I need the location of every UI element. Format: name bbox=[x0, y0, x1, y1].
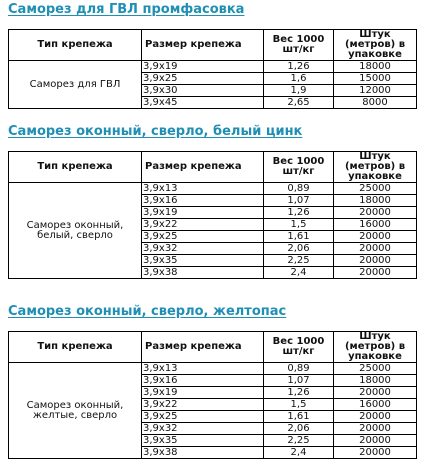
qty-cell: 20000 bbox=[334, 423, 417, 435]
weight-cell: 1,61 bbox=[264, 411, 334, 423]
header-type: Тип крепежа bbox=[9, 30, 142, 61]
qty-cell: 20000 bbox=[334, 447, 417, 459]
qty-cell: 18000 bbox=[334, 195, 417, 207]
weight-cell: 1,61 bbox=[264, 231, 334, 243]
weight-cell: 2,4 bbox=[264, 267, 334, 279]
qty-cell: 8000 bbox=[334, 97, 417, 109]
header-type: Тип крепежа bbox=[9, 152, 142, 183]
weight-cell: 1,5 bbox=[264, 219, 334, 231]
header-size: Размер крепежа bbox=[142, 332, 264, 363]
header-qty: Штук (метров) в упаковке bbox=[334, 30, 417, 61]
size-cell: 3,9х19 bbox=[142, 61, 264, 73]
header-weight: Вес 1000 шт/кг bbox=[264, 332, 334, 363]
table-row bbox=[9, 183, 417, 195]
spec-table bbox=[8, 151, 417, 279]
weight-cell: 2,65 bbox=[264, 97, 334, 109]
weight-cell: 1,5 bbox=[264, 399, 334, 411]
size-cell: 3,9х35 bbox=[142, 255, 264, 267]
table-row bbox=[9, 61, 417, 73]
qty-cell: 12000 bbox=[334, 85, 417, 97]
size-cell: 3,9х45 bbox=[142, 97, 264, 109]
weight-cell: 1,07 bbox=[264, 375, 334, 387]
size-cell: 3,9х35 bbox=[142, 435, 264, 447]
size-cell: 3,9х32 bbox=[142, 423, 264, 435]
qty-cell: 20000 bbox=[334, 231, 417, 243]
weight-cell: 2,4 bbox=[264, 447, 334, 459]
size-cell: 3,9х13 bbox=[142, 363, 264, 375]
qty-cell: 20000 bbox=[334, 255, 417, 267]
qty-cell: 20000 bbox=[334, 411, 417, 423]
weight-cell: 1,07 bbox=[264, 195, 334, 207]
header-qty: Штук (метров) в упаковке bbox=[334, 332, 417, 363]
size-cell: 3,9х25 bbox=[142, 73, 264, 85]
qty-cell: 25000 bbox=[334, 363, 417, 375]
type-cell: Саморез оконный, белый, сверло bbox=[9, 183, 142, 279]
section-white-zinc bbox=[8, 124, 416, 279]
size-cell: 3,9х19 bbox=[142, 387, 264, 399]
size-cell: 3,9х25 bbox=[142, 231, 264, 243]
section-yellow-zinc bbox=[8, 304, 416, 459]
weight-cell: 1,6 bbox=[264, 73, 334, 85]
header-type: Тип крепежа bbox=[9, 332, 142, 363]
qty-cell: 16000 bbox=[334, 399, 417, 411]
type-cell: Саморез оконный, желтые, сверло bbox=[9, 363, 142, 459]
type-cell: Саморез для ГВЛ bbox=[9, 61, 142, 109]
qty-cell: 20000 bbox=[334, 207, 417, 219]
size-cell: 3,9х38 bbox=[142, 447, 264, 459]
header-size: Размер крепежа bbox=[142, 30, 264, 61]
spec-table bbox=[8, 331, 417, 459]
header-weight: Вес 1000 шт/кг bbox=[264, 152, 334, 183]
qty-cell: 15000 bbox=[334, 73, 417, 85]
size-cell: 3,9х32 bbox=[142, 243, 264, 255]
weight-cell: 0,89 bbox=[264, 183, 334, 195]
qty-cell: 25000 bbox=[334, 183, 417, 195]
qty-cell: 20000 bbox=[334, 243, 417, 255]
weight-cell: 2,25 bbox=[264, 435, 334, 447]
size-cell: 3,9х13 bbox=[142, 183, 264, 195]
qty-cell: 18000 bbox=[334, 375, 417, 387]
spec-table bbox=[8, 29, 417, 109]
weight-cell: 0,89 bbox=[264, 363, 334, 375]
table-row bbox=[9, 363, 417, 375]
header-qty: Штук (метров) в упаковке bbox=[334, 152, 417, 183]
table-header-row bbox=[9, 30, 417, 61]
size-cell: 3,9х25 bbox=[142, 411, 264, 423]
size-cell: 3,9х16 bbox=[142, 375, 264, 387]
section-title-link[interactable]: Саморез для ГВЛ промфасовка bbox=[8, 2, 245, 17]
weight-cell: 2,25 bbox=[264, 255, 334, 267]
qty-cell: 20000 bbox=[334, 435, 417, 447]
qty-cell: 20000 bbox=[334, 267, 417, 279]
header-weight: Вес 1000 шт/кг bbox=[264, 30, 334, 61]
size-cell: 3,9х22 bbox=[142, 399, 264, 411]
qty-cell: 16000 bbox=[334, 219, 417, 231]
weight-cell: 1,26 bbox=[264, 387, 334, 399]
table-header-row bbox=[9, 332, 417, 363]
size-cell: 3,9х38 bbox=[142, 267, 264, 279]
size-cell: 3,9х22 bbox=[142, 219, 264, 231]
size-cell: 3,9х16 bbox=[142, 195, 264, 207]
size-cell: 3,9х30 bbox=[142, 85, 264, 97]
weight-cell: 1,26 bbox=[264, 61, 334, 73]
section-title-link[interactable]: Саморез оконный, сверло, белый цинк bbox=[8, 124, 303, 139]
section-title-link[interactable]: Саморез оконный, сверло, желтопас bbox=[8, 304, 287, 319]
weight-cell: 2,06 bbox=[264, 423, 334, 435]
header-size: Размер крепежа bbox=[142, 152, 264, 183]
qty-cell: 20000 bbox=[334, 387, 417, 399]
weight-cell: 1,9 bbox=[264, 85, 334, 97]
size-cell: 3,9х19 bbox=[142, 207, 264, 219]
table-header-row bbox=[9, 152, 417, 183]
weight-cell: 2,06 bbox=[264, 243, 334, 255]
section-gvl bbox=[8, 2, 416, 109]
qty-cell: 18000 bbox=[334, 61, 417, 73]
weight-cell: 1,26 bbox=[264, 207, 334, 219]
